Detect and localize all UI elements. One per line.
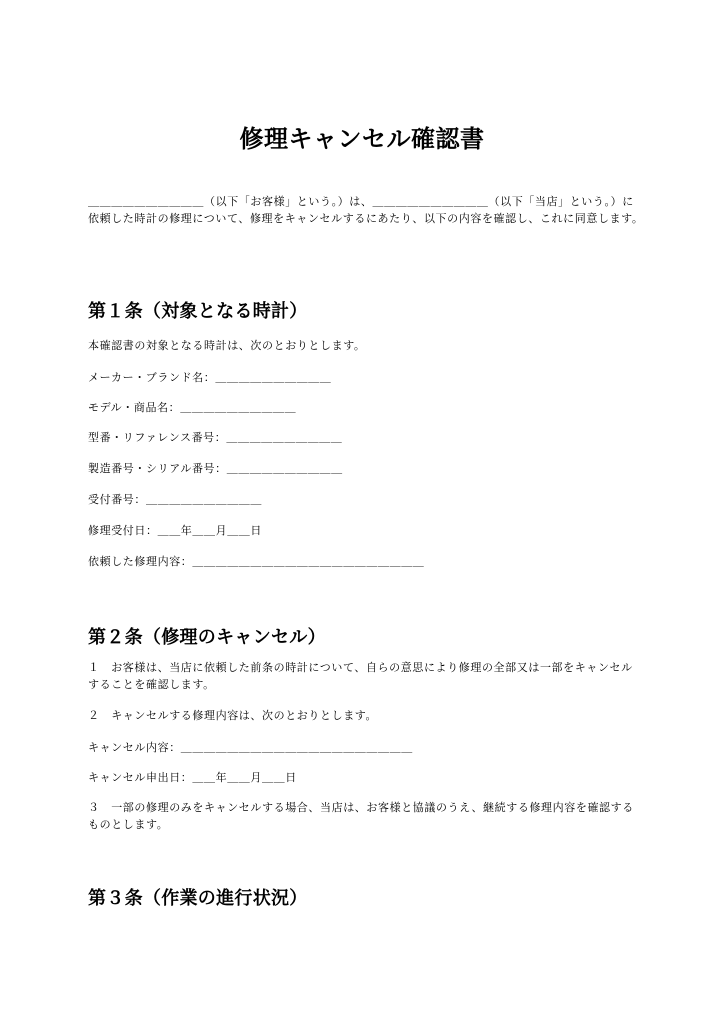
article-2-heading: 第２条（修理のキャンセル） [88,627,326,648]
article-3-heading: 第３条（作業の進行状況） [88,888,308,909]
field-reference-number: 型番・リファレンス番号：＿＿＿＿＿＿＿＿＿＿ [88,431,343,444]
article-2-paragraph-2: ２ キャンセルする修理内容は、次のとおりとします。 [88,709,378,722]
article-1-lead: 本確認書の対象となる時計は、次のとおりとします。 [88,339,366,352]
article-2-paragraph-1: １ お客様は、当店に依頼した前条の時計について、自らの意思により修理の全部又は一部をキャンセルすることを確認します。 [88,661,633,691]
field-model-name: モデル・商品名：＿＿＿＿＿＿＿＿＿＿ [88,401,297,414]
field-receipt-number: 受付番号：＿＿＿＿＿＿＿＿＿＿ [88,493,262,506]
field-repair-receipt-date: 修理受付日：＿＿年＿＿月＿＿日 [88,524,262,537]
article-1-heading: 第１条（対象となる時計） [88,301,308,322]
field-serial-number: 製造番号・シリアル番号：＿＿＿＿＿＿＿＿＿＿ [88,462,343,475]
article-2-paragraph-3: ３ 一部の修理のみをキャンセルする場合、当店は、お客様と協議のうえ、継続する修理内容を確認するものとします。 [88,801,634,831]
field-maker-brand: メーカー・ブランド名：＿＿＿＿＿＿＿＿＿＿ [88,371,332,384]
field-cancel-request-date: キャンセル申出日：＿＿年＿＿月＿＿日 [88,771,297,784]
field-requested-repair: 依頼した修理内容：＿＿＿＿＿＿＿＿＿＿＿＿＿＿＿＿＿＿＿＿ [88,555,425,568]
field-cancel-content: キャンセル内容：＿＿＿＿＿＿＿＿＿＿＿＿＿＿＿＿＿＿＿＿ [88,741,413,754]
intro-paragraph: ＿＿＿＿＿＿＿＿＿＿（以下「お客様」という。）は、＿＿＿＿＿＿＿＿＿＿（以下「当店」という。）に依頼した時計の修理について、修理をキャンセルするにあたり、以下の内容を確認し、これに同意します。 [88,195,644,225]
document-title: 修理キャンセル確認書 [239,125,485,153]
